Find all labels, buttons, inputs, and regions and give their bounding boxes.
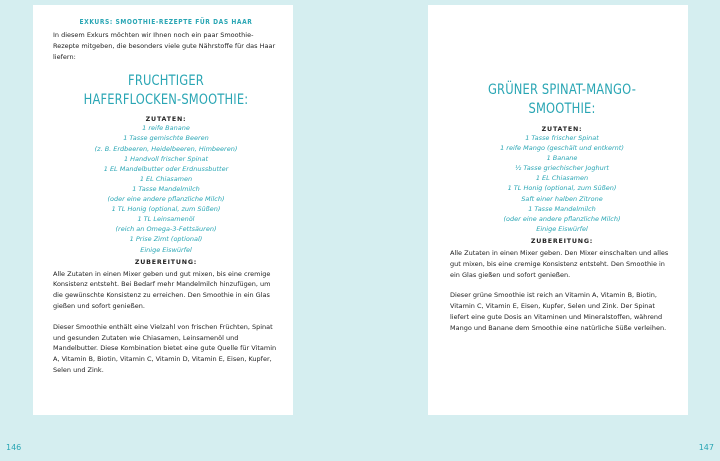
ingredient-item: 1 Tasse frischer Spinat xyxy=(525,134,599,142)
preparation-heading: ZUBEREITUNG: xyxy=(530,237,594,245)
recipe-title-line1: FRUCHTIGER xyxy=(128,73,204,90)
ingredients-heading: ZUTATEN: xyxy=(541,126,583,133)
recipe-title-line2: HAFERFLOCKEN-SMOOTHIE: xyxy=(83,92,249,109)
ingredient-item: ½ Tasse griechischer Joghurt xyxy=(515,164,609,173)
recipe-title-line1: GRÜNER SPINAT-MANGO- xyxy=(487,82,637,98)
intro-text: In diesem Exkurs möchten wir Ihnen noch ein paar Smoothie-Rezepte mitgeben, die besonders viele gute Nährstoffe für das Haar liefern: xyxy=(53,31,276,61)
ingredient-item: Saft einer halben Zitrone xyxy=(521,194,603,203)
preparation-heading: ZUBEREITUNG: xyxy=(134,258,198,266)
preparation-text: Alle Zutaten in einen Mixer geben. Den Mixer einschalten und alles gut mixen, bis eine cremige Konsistenz entsteht. Den Smoothie in ein Glas gießen und sofort genießen. xyxy=(450,248,669,279)
ingredient-item: 1 Tasse Mandelmilch xyxy=(132,184,200,193)
note-text: Dieser Smoothie enthält eine Vielzahl von frischen Früchten, Spinat und gesunden Zutaten wie Chiasamen, Leinsamenöl und Mandelbutter. Diese Kombination bietet eine gute Quelle für Vitamin A, Vitamin B, Biotin, Vitamin C, Vitamin D, Vitamin E, Eisen, Kupfer, Selen und Zink. xyxy=(53,322,277,374)
left-page xyxy=(33,5,293,415)
ingredient-item: 1 Banane xyxy=(546,154,578,163)
ingredients-heading: ZUTATEN: xyxy=(145,116,187,124)
ingredient-item: 1 Handvoll frischer Spinat xyxy=(123,154,209,163)
ingredient-item: Einige Eiswürfel xyxy=(536,224,588,233)
ingredient-item: (oder eine andere pflanzliche Milch) xyxy=(107,195,225,204)
ingredient-item: (reich an Omega-3-Fettsäuren) xyxy=(115,225,217,234)
ingredient-item: 1 Prise Zimt (optional) xyxy=(129,235,203,244)
recipe-title-line2: SMOOTHIE: xyxy=(528,101,596,117)
right-page xyxy=(428,5,688,415)
ingredient-item: 1 TL Leinsamenöl xyxy=(137,215,195,224)
ingredient-item: 1 EL Mandelbutter oder Erdnussbutter xyxy=(103,164,229,173)
ingredient-item: (z. B. Erdbeeren, Heidelbeeren, Himbeeren) xyxy=(94,144,238,153)
page-number-right: 147 xyxy=(698,443,714,452)
ingredient-item: 1 TL Honig (optional, zum Süßen) xyxy=(507,184,617,193)
note-text: Dieser grüne Smoothie ist reich an Vitamin A, Vitamin B, Biotin, Vitamin C, Vitamin E, Eisen, Kupfer, Selen und Zink. Der Spinat liefert eine gute Dosis an Vitaminen und Mineralstoffen, während Mango und Banane dem Smoothie eine natürliche Süße verleihen. xyxy=(450,291,667,332)
ingredient-item: 1 TL Honig (optional, zum Süßen) xyxy=(111,205,221,214)
ingredients-list xyxy=(53,123,279,254)
ingredient-item: Einige Eiswürfel xyxy=(140,245,192,254)
preparation-text: Alle Zutaten in einen Mixer geben und gut mixen, bis eine cremige Konsistenz entsteht. Bei Bedarf mehr Mandelmilch hinzufügen, um die gewünschte Konsistenz zu erreichen. Den Smoothie in ein Glas gießen und sofort genießen. xyxy=(53,269,271,310)
ingredient-item: 1 reife Mango (geschält und entkernt) xyxy=(500,144,624,153)
ingredient-item: 1 Tasse Mandelmilch xyxy=(528,204,596,213)
ingredient-item: 1 EL Chiasamen xyxy=(139,174,193,183)
ingredient-item: 1 Tasse gemischte Beeren xyxy=(123,134,209,143)
ingredients-list xyxy=(450,133,674,234)
ingredient-item: 1 EL Chiasamen xyxy=(535,174,589,183)
ingredient-item: 1 reife Banane xyxy=(142,124,190,133)
page-number-left: 146 xyxy=(6,443,22,452)
ingredient-item: (oder eine andere pflanzliche Milch) xyxy=(503,214,621,223)
exkurs-heading: EXKURS: SMOOTHIE-REZEPTE FÜR DAS HAAR xyxy=(79,18,253,26)
